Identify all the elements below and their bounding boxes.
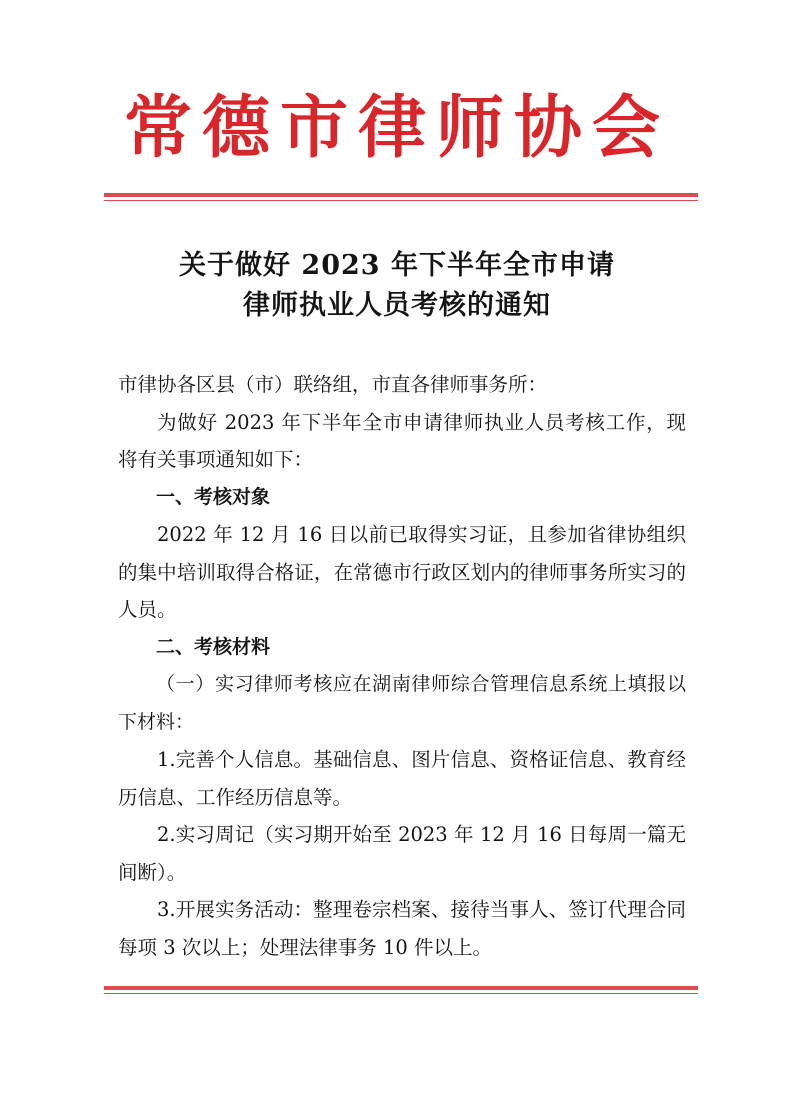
list-item-2: 2.实习周记（实习期开始至 2023 年 12 月 16 日每周一篇无间断）。 [118,823,686,884]
divider-thin-line [104,200,698,201]
notice-title-line-1: 关于做好 2023 年下半年全市申请 [179,250,615,281]
notice-title-line-2: 律师执业人员考核的通知 [243,290,551,321]
footer-divider [104,986,698,994]
letterhead-divider [104,193,698,201]
list-item-1: 1.完善个人信息。基础信息、图片信息、资格证信息、教育经历信息、工作经历信息等。 [118,748,686,809]
section-1-paragraph: 2022 年 12 月 16 日以前已取得实习证，且参加省律协组织的集中培训取得合格证，在常德市行政区划内的律师事务所实习的人员。 [118,523,686,621]
intro-paragraph: 为做好 2023 年下半年全市申请律师执业人员考核工作，现将有关事项通知如下： [118,410,686,471]
section-2-heading: 二、考核材料 [156,635,271,658]
notice-body [118,366,686,966]
footer-divider-thick-line [104,986,698,990]
notice-title [0,246,794,326]
footer-divider-thin-line [104,993,698,994]
letterhead-org-name: 常德市律师协会 [123,88,670,168]
divider-thick-line [104,193,698,197]
list-item-3: 3.开展实务活动：整理卷宗档案、接待当事人、签订代理合同每项 3 次以上；处理法律事务 10 件以上。 [118,898,686,959]
section-1-heading: 一、考核对象 [156,485,271,508]
section-2-subsection-1: （一）实习律师考核应在湖南律师综合管理信息系统上填报以下材料： [118,673,686,733]
salutation: 市律协各区县（市）联络组，市直各律师事务所： [118,373,548,396]
